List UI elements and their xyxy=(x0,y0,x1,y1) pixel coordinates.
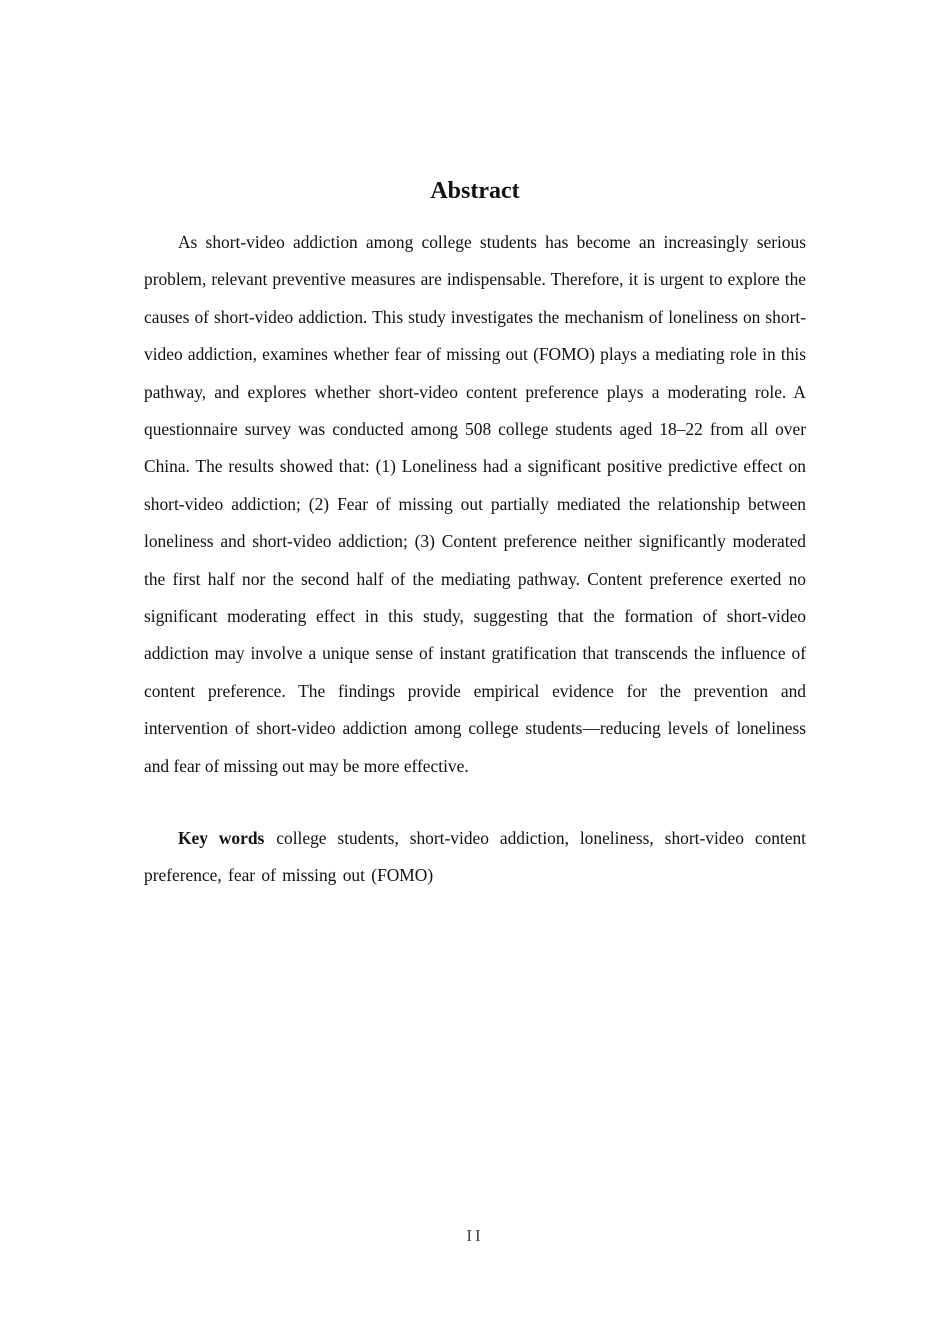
page-number: II xyxy=(466,1226,484,1245)
keywords-label: Key words xyxy=(178,828,265,848)
keywords-list: college students, short-video addiction, loneliness, short-video content preference, fear of missing out (FOMO) xyxy=(144,828,807,886)
keywords-paragraph xyxy=(144,820,806,895)
abstract-paragraph: As short-video addiction among college students has become an increasingly serious problem, relevant preventive measures are indispensable. Therefore, it is urgent to explore the causes of short-video addiction. This study investigates the mechanism of loneliness on short-video addiction, examines whether fear of missing out (FOMO) plays a mediating role in this pathway, and explores whether short-video content preference plays a moderating role. A questionnaire survey was conducted among 508 college students aged 18–22 from all over China. The results showed that: (1) Loneliness had a significant positive predictive effect on short-video addiction; (2) Fear of missing out partially mediated the relationship between loneliness and short-video addiction; (3) Content preference neither significantly moderated the first half nor the second half of the mediating pathway. Content preference exerted no significant moderating effect in this study, suggesting that the formation of short-video addiction may involve a unique sense of instant gratification that transcends the influence of content preference. The findings provide empirical evidence for the prevention and intervention of short-video addiction among college students—reducing levels of loneliness and fear of missing out may be more effective. xyxy=(144,232,806,776)
abstract-title: Abstract xyxy=(430,178,520,204)
